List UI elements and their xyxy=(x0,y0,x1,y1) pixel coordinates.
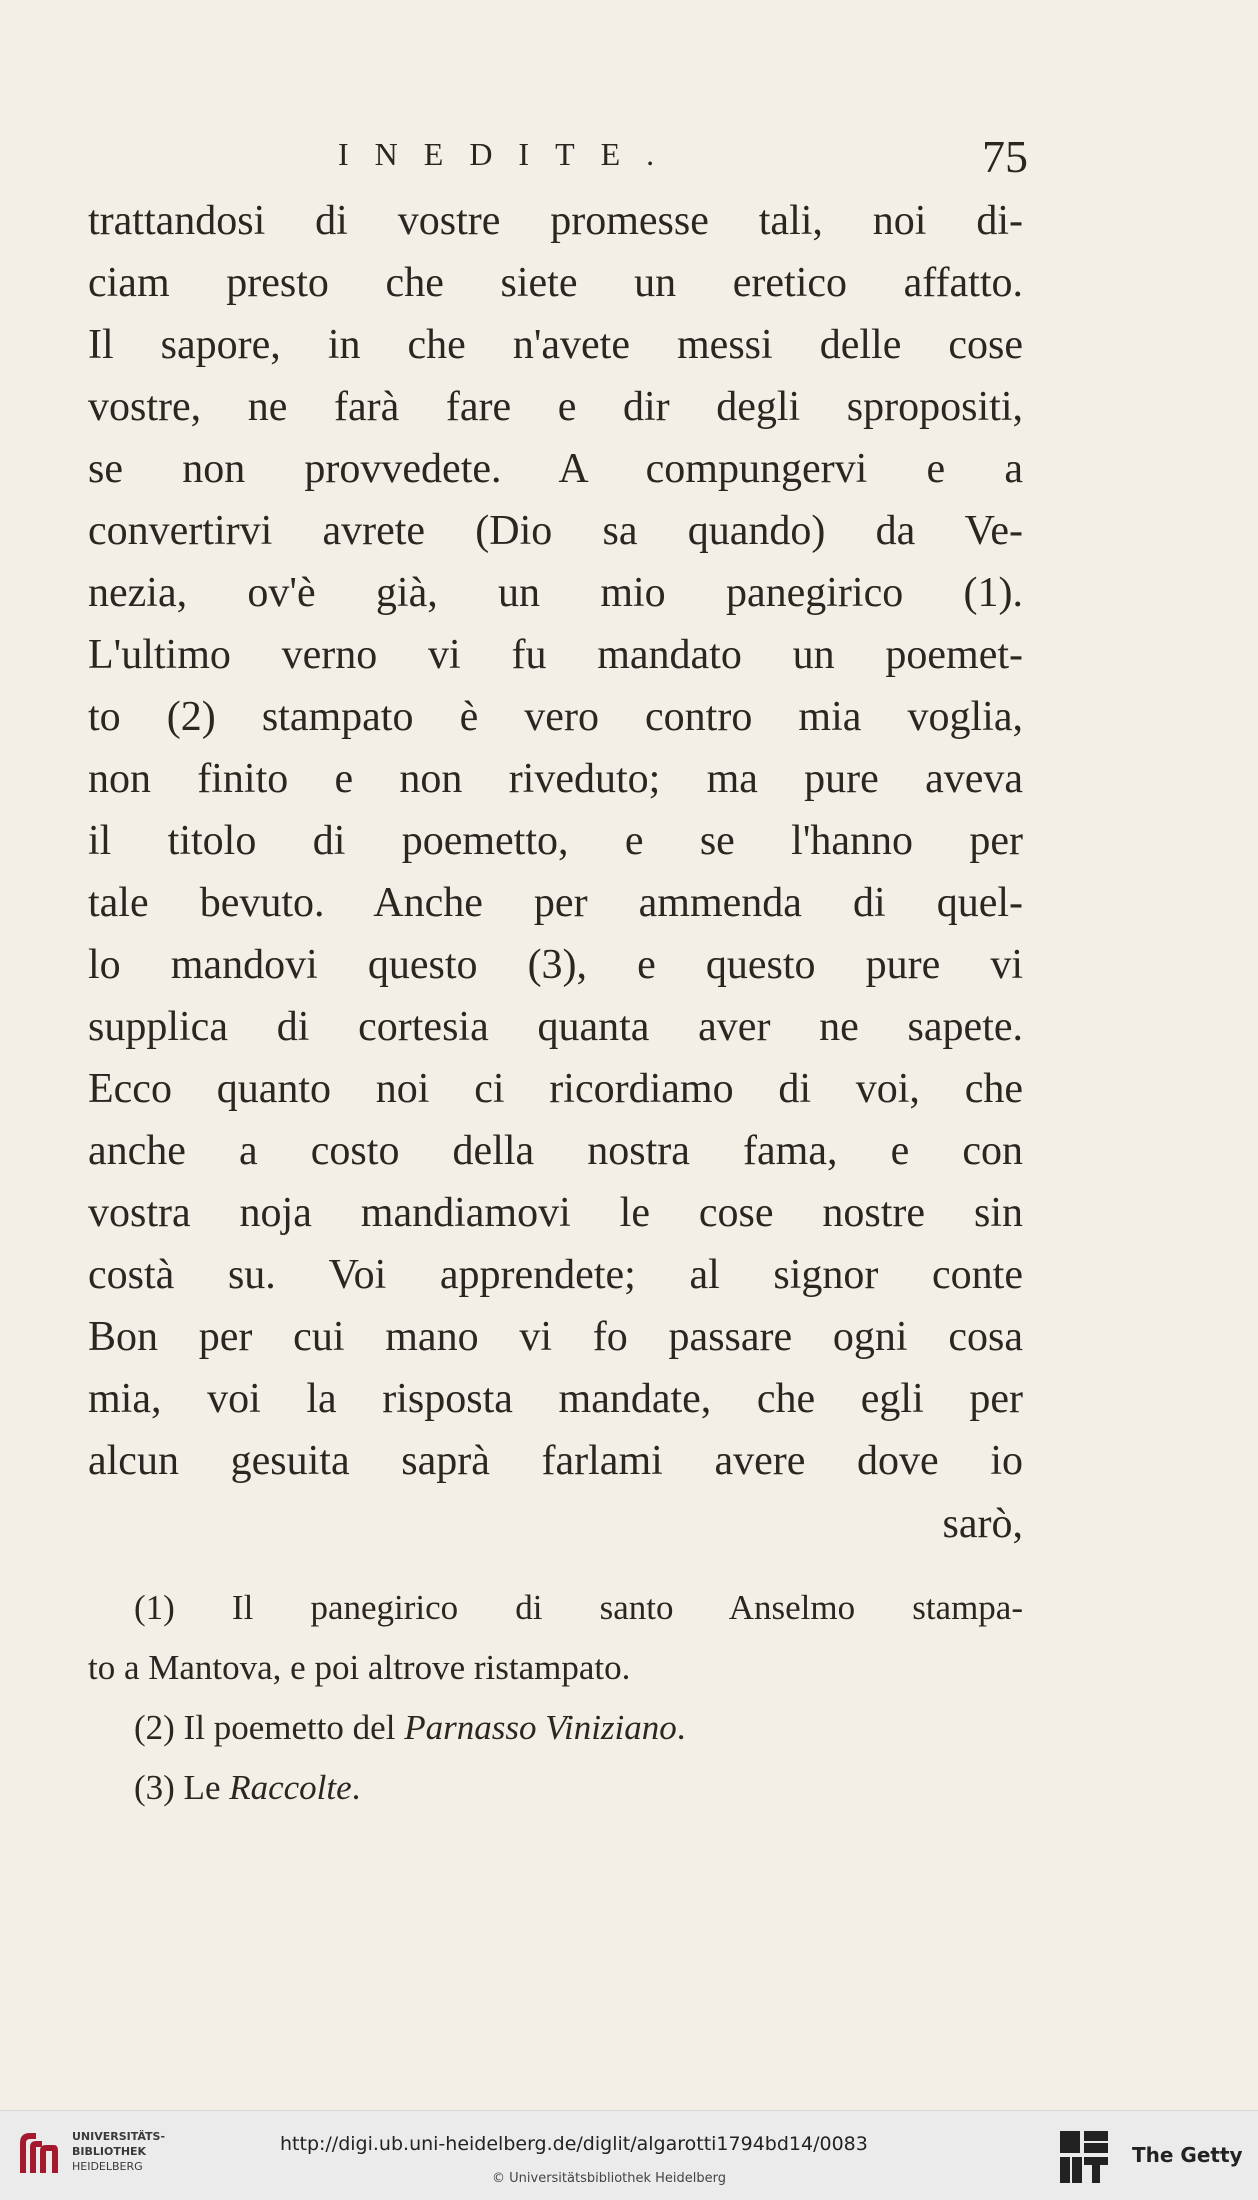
text-line: L'ultimo verno vi fu mandato un poemet- xyxy=(88,632,1023,678)
text-line: alcun gesuita saprà farlami avere dove io xyxy=(88,1438,1023,1484)
footnote-3-text: (3) Le xyxy=(134,1768,230,1807)
partner-name: The Getty xyxy=(1132,2143,1243,2167)
running-title: INEDITE. xyxy=(338,136,681,172)
text-line: ciam presto che siete un eretico affatto. xyxy=(88,260,1023,306)
text-line: trattandosi di vostre promesse tali, noi di- xyxy=(88,198,1023,244)
library-name-line-1: UNIVERSITÄTS- xyxy=(72,2130,166,2143)
page-number: 75 xyxy=(982,131,1028,182)
footnote-3-title: Raccolte xyxy=(229,1768,352,1807)
library-name-line-2: BIBLIOTHEK xyxy=(72,2145,147,2158)
text-line: convertirvi avrete (Dio sa quando) da Ve- xyxy=(88,508,1023,554)
footnotes xyxy=(88,1578,1023,1818)
getty-logo-icon[interactable] xyxy=(1058,2129,1110,2185)
footnote-1-line-1: (1) Il panegirico di santo Anselmo stampa- xyxy=(134,1588,1023,1627)
body-text xyxy=(88,190,1023,1492)
text-line: se non provvedete. A compungervi e a xyxy=(88,446,1023,492)
text-line: non finito e non riveduto; ma pure aveva xyxy=(88,756,1023,802)
footnote-2-title: Parnasso Viniziano xyxy=(404,1708,677,1747)
footnote-2-text: (2) Il poemetto del xyxy=(134,1708,405,1747)
text-line: vostre, ne farà fare e dir degli spropositi, xyxy=(88,384,1023,430)
running-head xyxy=(88,130,1028,186)
footnote-3-end: . xyxy=(351,1768,361,1807)
text-line: nezia, ov'è già, un mio panegirico (1). xyxy=(88,570,1023,616)
text-line: Bon per cui mano vi fo passare ogni cosa xyxy=(88,1314,1023,1360)
footnote-2-end: . xyxy=(676,1708,686,1747)
text-line: mia, voi la risposta mandate, che egli per xyxy=(88,1376,1023,1422)
text-line: Il sapore, in che n'avete messi delle cose xyxy=(88,322,1023,368)
library-name xyxy=(72,2129,192,2174)
catchword-line xyxy=(88,1500,1023,1560)
permalink-url[interactable]: http://digi.ub.uni-heidelberg.de/diglit/algarotti1794bd14/0083 xyxy=(280,2133,868,2155)
text-line: tale bevuto. Anche per ammenda di quel- xyxy=(88,880,1023,926)
text-line: lo mandovi questo (3), e questo pure vi xyxy=(88,942,1023,988)
text-line: costà su. Voi apprendete; al signor conte xyxy=(88,1252,1023,1298)
library-name-line-3: HEIDELBERG xyxy=(72,2160,143,2173)
text-line: supplica di cortesia quanta aver ne sapete. xyxy=(88,1004,1023,1050)
text-line: anche a costo della nostra fama, e con xyxy=(88,1128,1023,1174)
text-line: Ecco quanto noi ci ricordiamo di voi, che xyxy=(88,1066,1023,1112)
copyright-notice: © Universitätsbibliothek Heidelberg xyxy=(492,2171,727,2186)
text-line: il titolo di poemetto, e se l'hanno per xyxy=(88,818,1023,864)
footnote-3 xyxy=(88,1758,1023,1818)
viewer-footer xyxy=(0,2110,1258,2200)
text-line: vostra noja mandiamovi le cose nostre sin xyxy=(88,1190,1023,1236)
footnote-1-line-2: to a Mantova, e poi altrove ristampato. xyxy=(88,1648,631,1687)
text-line: to (2) stampato è vero contro mia voglia, xyxy=(88,694,1023,740)
catchword: sarò, xyxy=(942,1501,1023,1547)
ub-heidelberg-logo-icon[interactable] xyxy=(14,2127,64,2179)
footnote-2 xyxy=(88,1698,1023,1758)
